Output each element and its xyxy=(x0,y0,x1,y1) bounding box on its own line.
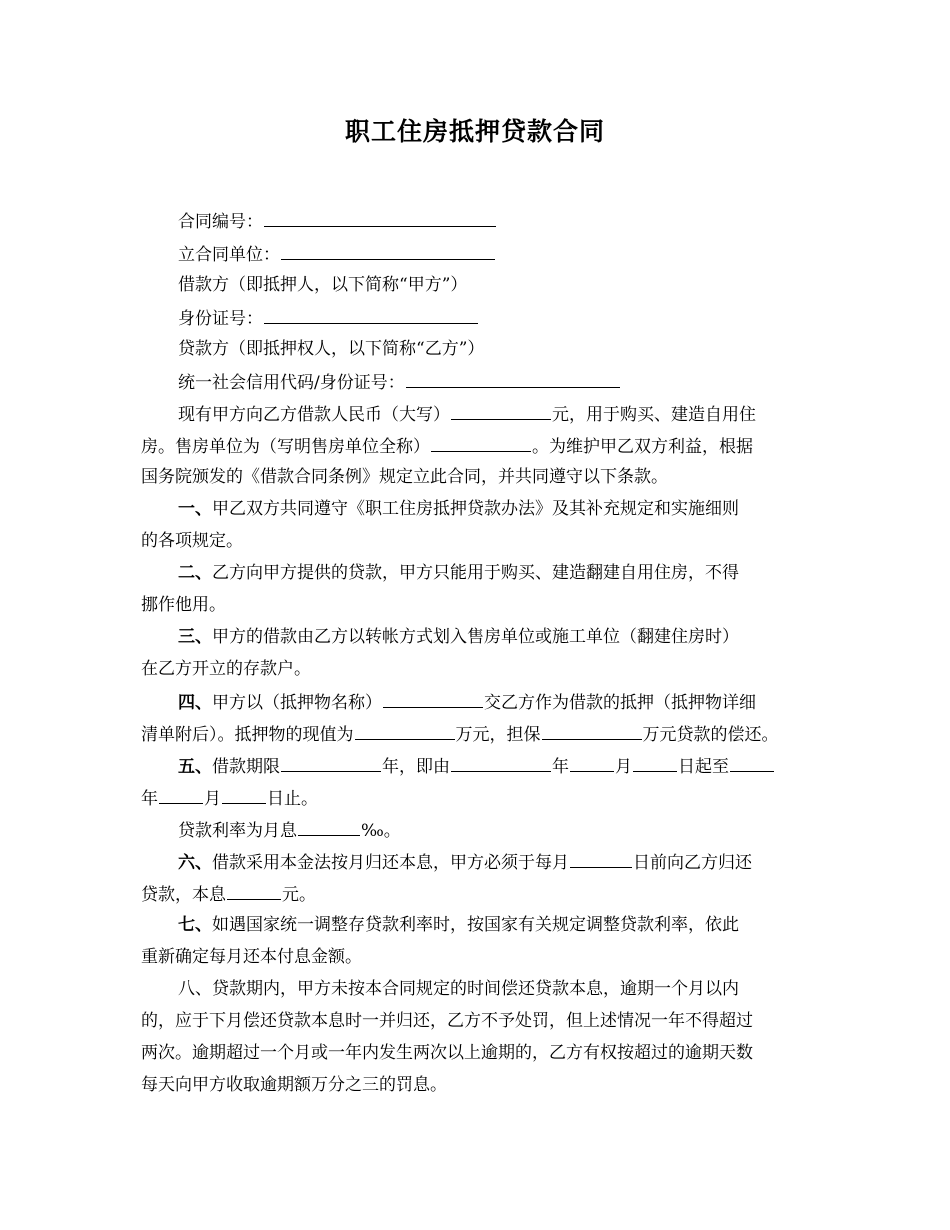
credit-code-line xyxy=(178,371,621,393)
clause-text: 万元贷款的偿还。 xyxy=(642,725,779,745)
clause-text: 月 xyxy=(615,757,632,777)
borrower-line xyxy=(178,275,467,295)
clause-1-number: 一、 xyxy=(178,499,212,519)
clause-text: 两次。逾期超过一个月或一年内发生两次以上逾期的，乙方有权按超过的逾期天数 xyxy=(141,1043,753,1063)
preamble-text: 现有甲方向乙方借款人民币（大写） xyxy=(178,405,450,425)
clause-7-number: 七、 xyxy=(178,915,212,935)
clause-text: 交乙方作为借款的抵押（抵押物详细 xyxy=(484,693,756,713)
end-month-blank xyxy=(159,787,203,804)
clause-7-line-1 xyxy=(178,915,739,935)
clause-text: 甲方以（抵押物名称） xyxy=(212,693,382,713)
start-day-blank xyxy=(633,755,677,772)
clause-text: 日起至 xyxy=(678,757,729,777)
clause-text: 的，应于下月偿还贷款本息时一并归还，乙方不予处罚，但上述情况一年不得超过 xyxy=(141,1011,753,1031)
contract-unit-label: 立合同单位： xyxy=(178,245,280,265)
clause-5-line-2 xyxy=(141,787,318,809)
clause-4-number: 四、 xyxy=(178,693,212,713)
clause-text: 月 xyxy=(204,789,221,809)
interest-rate-blank xyxy=(298,819,360,836)
clause-text: 贷款利率为月息 xyxy=(178,821,297,841)
borrower-label: 借款方（即抵押人，以下简称“甲方”） xyxy=(178,275,468,295)
clause-5-line-1 xyxy=(178,755,775,777)
id-number-label: 身份证号： xyxy=(178,309,263,329)
clause-text: 挪作他用。 xyxy=(141,595,226,615)
clause-text: 年 xyxy=(552,757,569,777)
contract-unit-line xyxy=(178,243,496,265)
clause-2-line-2 xyxy=(141,595,226,615)
preamble-text: 元，用于购买、建造自用住 xyxy=(552,405,756,425)
id-number-blank xyxy=(264,307,478,324)
clause-text: 借款采用本金法按月归还本息，甲方必须于每月 xyxy=(212,853,569,873)
clause-5-number: 五、 xyxy=(178,757,212,777)
contract-number-line xyxy=(178,210,497,232)
end-year-blank xyxy=(730,755,774,772)
clause-text: 的各项规定。 xyxy=(141,531,243,551)
repayment-day-blank xyxy=(570,851,632,868)
clause-text: 甲方的借款由乙方以转帐方式划入售房单位或施工单位（翻建住房时） xyxy=(212,627,739,647)
page-title: 职工住房抵押贷款合同 xyxy=(344,117,605,146)
collateral-value-blank xyxy=(355,723,455,740)
clause-text: 如遇国家统一调整存贷款利率时，按国家有关规定调整贷款利率，依此 xyxy=(212,915,739,935)
credit-code-blank xyxy=(406,371,620,388)
lender-line xyxy=(178,339,484,359)
clause-text: 借款期限 xyxy=(212,757,280,777)
clause-4-line-2 xyxy=(141,723,779,745)
clause-4-line-1 xyxy=(178,691,756,713)
id-number-line xyxy=(178,307,479,329)
clause-2-line-1 xyxy=(178,563,739,583)
clause-7-line-2 xyxy=(141,947,362,967)
loan-amount-blank xyxy=(451,403,551,420)
preamble-text: 。为维护甲乙双方利益，根据 xyxy=(532,437,753,457)
start-year-blank xyxy=(451,755,551,772)
clause-text: 甲乙双方共同遵守《职工住房抵押贷款办法》及其补充规定和实施细则 xyxy=(212,499,739,519)
preamble-line-2 xyxy=(141,435,753,457)
loan-term-blank xyxy=(281,755,381,772)
seller-name-blank xyxy=(431,435,531,452)
clause-8-line-1 xyxy=(178,979,739,999)
clause-8-line-3 xyxy=(141,1043,753,1063)
clause-8-line-4 xyxy=(141,1075,447,1095)
contract-number-blank xyxy=(264,210,496,227)
clause-1-line-1 xyxy=(178,499,739,519)
clause-text: 贷款，本息 xyxy=(141,885,226,905)
clause-text: 每天向甲方收取逾期额万分之三的罚息。 xyxy=(141,1075,447,1095)
clause-text: 清单附后）。抵押物的现值为 xyxy=(141,725,354,745)
contract-unit-blank xyxy=(281,243,495,260)
clause-8-line-2 xyxy=(141,1011,753,1031)
installment-amount-blank xyxy=(227,883,281,900)
interest-rate-line xyxy=(178,819,401,841)
clause-text: 重新确定每月还本付息金额。 xyxy=(141,947,362,967)
preamble-text: 国务院颁发的《借款合同条例》规定立此合同，并共同遵守以下条款。 xyxy=(141,467,668,487)
clause-text: 日止。 xyxy=(267,789,318,809)
end-day-blank xyxy=(222,787,266,804)
clause-1-line-2 xyxy=(141,531,243,551)
clause-text: 日前向乙方归还 xyxy=(633,853,752,873)
preamble-line-3 xyxy=(141,467,668,487)
clause-3-line-1 xyxy=(178,627,739,647)
clause-text: ‰。 xyxy=(361,821,401,841)
clause-text: 乙方向甲方提供的贷款，甲方只能用于购买、建造翻建自用住房，不得 xyxy=(212,563,739,583)
guarantee-amount-blank xyxy=(542,723,642,740)
clause-6-line-1 xyxy=(178,851,752,873)
clause-6-number: 六、 xyxy=(178,853,212,873)
clause-text: 万元，担保 xyxy=(455,725,541,745)
preamble-text: 房。售房单位为（写明售房单位全称） xyxy=(141,437,430,457)
preamble-line-1 xyxy=(178,403,756,425)
clause-3-line-2 xyxy=(141,659,311,679)
clause-text: 元。 xyxy=(282,885,316,905)
credit-code-label: 统一社会信用代码/身份证号： xyxy=(178,373,405,393)
clause-text: 年，即由 xyxy=(382,757,450,777)
clause-text: 八、贷款期内，甲方未按本合同规定的时间偿还贷款本息，逾期一个月以内 xyxy=(178,979,739,999)
clause-3-number: 三、 xyxy=(178,627,212,647)
lender-label: 贷款方（即抵押权人，以下简称“乙方”） xyxy=(178,339,485,359)
clause-6-line-2 xyxy=(141,883,316,905)
clause-text: 年 xyxy=(141,789,158,809)
clause-2-number: 二、 xyxy=(178,563,212,583)
collateral-name-blank xyxy=(383,691,483,708)
contract-number-label: 合同编号： xyxy=(178,212,263,232)
start-month-blank xyxy=(570,755,614,772)
clause-text: 在乙方开立的存款户。 xyxy=(141,659,311,679)
